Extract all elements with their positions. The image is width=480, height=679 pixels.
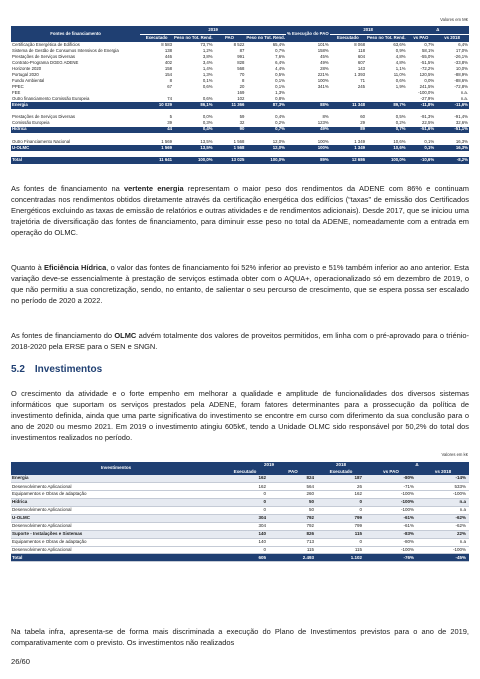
table-row — [11, 522, 469, 530]
table-cell: n.a — [417, 507, 469, 515]
col-header-peso: Peso no Tot. Rend. — [174, 35, 213, 41]
row-label: FEE — [12, 90, 21, 96]
table-cell: 1,9% — [395, 84, 406, 90]
table-cell: 0,1% — [202, 78, 213, 84]
table-cell: 11 641 — [140, 157, 173, 164]
subtotal-row — [11, 530, 469, 538]
table-cell: 115 — [269, 546, 317, 554]
table-cell: 13,5% — [200, 138, 213, 144]
table-cell: 0,0% — [424, 78, 435, 84]
row-label: Comissão Europeia — [12, 120, 50, 126]
row-label: Desenvolvimento Aplicacional — [11, 483, 221, 491]
row-label: Outro Financiamento Nacional — [12, 138, 71, 144]
table-cell: 8 583 — [161, 41, 173, 47]
table-cell: n.a. — [460, 90, 468, 96]
col-header-vs-pao: vs PAO — [365, 469, 417, 476]
table-cell: 0,7% — [245, 127, 286, 133]
table-row — [11, 546, 469, 554]
row-label: Certificação Energética de Edifícios — [12, 41, 80, 47]
table-cell: 16,3% — [435, 145, 469, 151]
table-cell: 162 — [317, 491, 365, 499]
table-cell: 1,1% — [395, 66, 406, 72]
table-cell: 991 — [237, 53, 245, 59]
row-label: Equipamentos e Obras de adaptação — [11, 538, 221, 546]
table-cell: 39 — [167, 120, 173, 126]
table-cell: 0,0% — [202, 114, 213, 120]
table-cell: 1,3% — [275, 90, 285, 96]
table-cell: 826 — [269, 530, 317, 538]
subtotal-row — [11, 475, 469, 483]
table-cell: -51,6% — [407, 127, 436, 133]
table-cell: 162 — [221, 483, 269, 491]
table-cell: 0 — [221, 499, 269, 507]
col-header-pao: PAO — [269, 469, 317, 476]
table-cell: 58,1% — [421, 47, 435, 53]
table-cell: -100% — [365, 491, 417, 499]
table-cell: 17,0% — [455, 47, 468, 53]
row-label: Outro financiamento Comissão Europeia — [12, 96, 90, 102]
table-cell: 0,8% — [275, 96, 285, 102]
table-cell: 120,5% — [419, 72, 435, 78]
table-cell: 221% — [317, 72, 329, 78]
table-cell: 162 — [221, 475, 269, 483]
table-cell: 100,0% — [173, 157, 214, 164]
table-cell: 140 — [221, 538, 269, 546]
table-cell: 0,2% — [275, 120, 285, 126]
table-cell: -100% — [365, 546, 417, 554]
row-label: U-OLMC — [11, 145, 140, 151]
table-cell: 7,6% — [275, 53, 285, 59]
table-cell: 123% — [317, 120, 329, 126]
table-cell: -61% — [365, 522, 417, 530]
table-row — [11, 507, 469, 515]
table-cell: 86,1% — [173, 102, 214, 108]
table-cell: 10,6% — [393, 138, 406, 144]
table-cell: 16,3% — [455, 138, 468, 144]
col-header-pao: PAO — [214, 34, 246, 42]
row-label: Energia — [11, 102, 140, 108]
table-cell: 28% — [320, 66, 329, 72]
row-label: Contrato-Programa DGEG ADENE — [12, 60, 79, 66]
table-cell: 143 — [357, 66, 365, 72]
table-cell: 792 — [269, 514, 317, 522]
table-cell: 1 349 — [330, 145, 366, 151]
table-cell: 6,4% — [275, 60, 285, 66]
table-cell: 89,7% — [366, 102, 407, 108]
table-cell: 0,7% — [366, 127, 407, 133]
col-header-delta: Δ — [407, 26, 469, 34]
table-cell: 0,1% — [407, 145, 436, 151]
table-cell: 828 — [237, 60, 245, 66]
table-cell: 533% — [417, 483, 469, 491]
table-cell: 154 — [164, 72, 173, 78]
table-cell: 32,6% — [455, 120, 468, 126]
table-row — [11, 538, 469, 546]
table-cell: 1 393 — [354, 72, 365, 78]
table-cell: 8% — [322, 114, 329, 120]
col-header-executado: Executado — [221, 469, 269, 476]
table-cell: -26,1% — [454, 53, 468, 59]
table-cell: 1,3% — [202, 72, 213, 78]
table-cell: 49% — [320, 60, 329, 66]
table-cell: 89 — [330, 127, 366, 133]
table-cell: 713 — [269, 538, 317, 546]
table-cell: 89% — [286, 157, 330, 164]
table-cell: 140 — [221, 530, 269, 538]
table-cell: -27,9% — [420, 96, 435, 102]
total-row — [11, 157, 469, 164]
table-cell: -11,8% — [407, 102, 436, 108]
table-cell: 11 366 — [214, 102, 246, 108]
table-cell: 1 568 — [233, 138, 245, 144]
col-header-vs-2018: vs 2018 — [417, 469, 469, 476]
table-cell: 158 — [164, 66, 173, 72]
table-cell: 87,3% — [245, 102, 286, 108]
row-label: Hídrica — [11, 499, 221, 507]
table-cell: 568 — [237, 66, 245, 72]
col-header-vs-pao: vs PAO — [407, 34, 436, 42]
table-cell: 49% — [286, 127, 330, 133]
table-cell: -88,6% — [454, 78, 468, 84]
table-cell: -10,6% — [407, 157, 436, 164]
table-cell: 8 522 — [233, 41, 245, 47]
table-cell: 241,5% — [419, 84, 435, 90]
page-number: 26/60 — [11, 657, 31, 666]
table-cell: -14% — [417, 475, 469, 483]
table-cell: 0,6% — [202, 96, 213, 102]
table-cell: 65,4% — [272, 41, 285, 47]
table-cell: 446 — [164, 53, 173, 59]
table-cell: 12,0% — [245, 145, 286, 151]
table-cell: 4,4% — [275, 66, 285, 72]
table-cell: 102 — [237, 96, 245, 102]
total-row — [11, 554, 469, 562]
table-cell: 1 349 — [354, 138, 365, 144]
table-cell: -80% — [365, 538, 417, 546]
table-cell: 100,0% — [245, 157, 286, 164]
table-cell: -55,0% — [420, 53, 435, 59]
table-cell: 101% — [317, 41, 329, 47]
table-cell: 60 — [360, 114, 365, 120]
table-cell: 0,3% — [202, 120, 213, 126]
table-cell: 607 — [357, 60, 365, 66]
table-cell: 187 — [317, 475, 365, 483]
table-cell: 73,7% — [200, 41, 213, 47]
table-cell: 87 — [239, 47, 245, 53]
table-cell: 0,4% — [275, 114, 285, 120]
col-header-vs-2018: vs 2018 — [435, 34, 469, 42]
row-label: Portugal 2020 — [12, 72, 39, 78]
table-cell: 792 — [269, 522, 317, 530]
table-cell: -100% — [417, 491, 469, 499]
col-header-peso: Peso no Tot. Rend. — [366, 35, 406, 41]
table-cell: 0,4% — [173, 127, 214, 133]
table-cell: 6,4% — [458, 41, 468, 47]
table-cell: -45% — [417, 554, 469, 562]
table-cell: 0,6% — [395, 78, 406, 84]
table-cell: -62% — [417, 522, 469, 530]
row-label: Sistema de Gestão de Consumos Intensivos de Energia — [12, 47, 119, 53]
table-cell: 0,2% — [395, 120, 406, 126]
table-cell: -71% — [365, 483, 417, 491]
col-header-executado: Executado — [330, 34, 366, 42]
table-cell: 11 348 — [330, 102, 366, 108]
table-cell: 0,5% — [395, 114, 406, 120]
table-cell: 0,7% — [275, 47, 285, 53]
table-cell: 0 — [221, 491, 269, 499]
table-cell: 1.102 — [317, 554, 365, 562]
table-cell: 0 — [221, 546, 269, 554]
table-row — [11, 483, 469, 491]
table-cell: 115 — [317, 546, 365, 554]
paragraph-energy: As fontes de financiamento na vertente energia representam o maior peso dos rendimentos da ADENE com 86% e continuam concentradas nos rendimentos obtidos diretamente através da certificação energética dos edifícios (“taxas” de emissão dos Certificados Energéticos excluindo as taxas de emissão de relatórios e outras atividades e de rendimentos adicionais). Desde 2017, que se iniciou uma trajetória de diversificação das fontes de financiamento, para diminuir esse peso no total da ADENE, nomeadamente com a entrada em operação do OLMC. — [11, 184, 469, 238]
table-cell: 10,6% — [366, 145, 407, 151]
funding-sources-table — [11, 26, 469, 164]
table-cell: 304 — [221, 522, 269, 530]
table-cell: 67 — [167, 84, 173, 90]
table-cell: 1 568 — [214, 145, 246, 151]
row-label: Energia — [11, 475, 221, 483]
row-label: Total — [11, 554, 221, 562]
col-header-peso: Peso no Tot. Rend. — [246, 35, 285, 41]
col-header-executado: Executado — [317, 469, 365, 476]
table-cell: 88% — [286, 102, 330, 108]
col-header-funding-source: Fontes de financiamento — [11, 26, 140, 42]
table-cell: 3,4% — [202, 60, 213, 66]
table-cell: -33,8% — [454, 60, 468, 66]
subtotal-row — [11, 499, 469, 507]
col-header-executado: Executado — [140, 34, 173, 42]
table-cell: 12 686 — [330, 157, 366, 164]
col-header-2019: 2019 — [221, 462, 317, 469]
table-cell: 8 — [169, 78, 173, 84]
table-cell: 26 — [317, 483, 365, 491]
table-cell: -8,2% — [435, 157, 469, 164]
paragraph-water: Quanto à Eficiência Hídrica, o valor das fontes de financiamento foi 52% inferior ao previsto e 51% também inferior ao ano anterior. Esta variação deve-se essencialmente à prestação de serviços estimada obter com o AQUA+, operacionalizado só em dezembro de 2019, o que não permitiu a sua concretização, sendo, no entanto, de salientar o seu percurso de crescimento, que se espera possa ser escalado no período de 2020 a 2022. — [11, 263, 470, 306]
table-cell: 138 — [164, 47, 173, 53]
row-label: PPEC — [12, 84, 24, 90]
table-cell: 169 — [237, 90, 245, 96]
table-cell: 32 — [239, 120, 245, 126]
table-cell: 1,2% — [202, 47, 213, 53]
col-header-exec-pct: % Execução do PAO — [286, 26, 330, 42]
table-cell: 10,0% — [455, 66, 468, 72]
table-cell: 12,0% — [272, 138, 285, 144]
table-cell: 8 068 — [354, 41, 365, 47]
table-cell: 22,5% — [421, 120, 435, 126]
table-cell: 74 — [167, 96, 173, 102]
col-header-2019: 2019 — [140, 26, 286, 34]
paragraph-investment-plan: Na tabela infra, apresenta-se de forma mais discriminada a execução do Plano de Investimentos previstos para o ano de 2019, comparativamente com o previsto. Os investimentos não realizados — [11, 627, 469, 648]
table-cell: 13,5% — [173, 145, 214, 151]
table-cell: -11,6% — [435, 102, 469, 108]
table-cell: 0,1% — [275, 84, 285, 90]
row-label: Desenvolvimento Aplicacional — [11, 522, 221, 530]
table-cell: 402 — [164, 60, 173, 66]
col-header-delta: Δ — [365, 462, 469, 469]
table-cell: 50 — [269, 499, 317, 507]
table1-units: Valores em M€ — [440, 17, 468, 22]
table-cell: 0 — [317, 538, 365, 546]
subtotal-row — [11, 514, 469, 522]
table-cell: 59 — [239, 114, 245, 120]
table-cell: 799 — [317, 514, 365, 522]
table-cell: 0,9% — [395, 47, 406, 53]
table-cell: -72,2% — [420, 66, 435, 72]
table-cell: 71 — [360, 78, 365, 84]
table-cell: 341% — [317, 84, 329, 90]
row-label: Hídrica — [11, 127, 140, 133]
table-cell: -51,5% — [420, 60, 435, 66]
table-cell: 0 — [221, 507, 269, 515]
table-cell: n.a — [417, 538, 469, 546]
table-cell: 5 — [169, 114, 173, 120]
table-cell: 63,6% — [393, 41, 406, 47]
table-cell: -61% — [365, 514, 417, 522]
row-label: Equipamentos e Obras de adaptação — [11, 491, 221, 499]
table-cell: -62% — [417, 514, 469, 522]
table-cell: 824 — [269, 475, 317, 483]
row-label: Desenvolvimento Aplicacional — [11, 507, 221, 515]
section-heading: 5.2 Investimentos — [11, 364, 103, 375]
row-label: Prestações de Serviços Diversas — [12, 53, 76, 59]
row-label: U-OLMC — [11, 514, 221, 522]
table-cell: 0,6% — [202, 84, 213, 90]
table-cell: 50 — [269, 507, 317, 515]
table-cell: 22% — [417, 530, 469, 538]
table-cell: 1 569 — [140, 145, 173, 151]
col-header-investments: Investimentos — [11, 462, 221, 475]
col-header-2018: 2018 — [317, 462, 365, 469]
table-cell: 100% — [286, 145, 330, 151]
table-cell: 158% — [317, 47, 329, 53]
paragraph-investments: O crescimento da atividade e o forte empenho em melhorar a qualidade e amplitude de funcionalidades dos diversos sistemas informáticos que suportam os serviços prestados pela ADENE, foram fatores determinantes para a prossecução da política de investimento definida, ainda que uma parte significativa do investimento se encontre em curso com diferimento da sua conclusão para o ano de 2020 ou mesmo 2021. Em 2019 o investimento atingiu 605k€, tendo a Unidade OLMC sido responsável por 50,2% do total dos investimentos realizados no período. — [11, 389, 469, 443]
table-cell: 11,0% — [393, 72, 406, 78]
table-cell: 90 — [214, 127, 246, 133]
col-header-2018: 2018 — [330, 26, 407, 34]
table-cell: 245 — [357, 84, 365, 90]
table-cell: 1 569 — [161, 138, 173, 144]
table-cell: 29 — [360, 120, 365, 126]
table-cell: 8 — [241, 78, 245, 84]
table-cell: n.a — [417, 499, 469, 507]
table-cell: -100% — [365, 499, 417, 507]
table-cell: 115 — [317, 530, 365, 538]
table2-units: Valores em k€ — [441, 452, 468, 457]
table-cell: 0,1% — [275, 78, 285, 84]
table-cell: -80% — [365, 475, 417, 483]
table-cell: 4,8% — [395, 53, 406, 59]
table-cell: 100% — [317, 138, 329, 144]
table-cell: n.a. — [460, 96, 468, 102]
table-cell: 100,0% — [366, 157, 407, 164]
table-cell: 604 — [357, 53, 365, 59]
table-cell: 0 — [317, 507, 365, 515]
table-cell: -51,1% — [435, 127, 469, 133]
table-cell: -91,4% — [454, 114, 468, 120]
table-cell: 10 029 — [140, 102, 173, 108]
table-cell: 70 — [239, 72, 245, 78]
row-label: Total — [11, 157, 140, 164]
table-cell: 2.493 — [269, 554, 317, 562]
row-label: Prestações de Serviços Diversas — [12, 114, 76, 120]
table-cell: -91,3% — [420, 114, 435, 120]
table-cell: 44 — [140, 127, 173, 133]
table-cell: 564 — [269, 483, 317, 491]
table-cell: 45% — [320, 53, 329, 59]
row-label: Fundo Ambiental — [12, 78, 45, 84]
table-cell: -76% — [365, 554, 417, 562]
table-cell: 1,4% — [202, 66, 213, 72]
table-cell: -100,0% — [418, 90, 435, 96]
table-cell: 0,7% — [424, 41, 435, 47]
table-cell: 3,8% — [202, 53, 213, 59]
table-cell: -72,8% — [454, 84, 468, 90]
table-row — [11, 491, 469, 499]
table-cell: -100% — [417, 546, 469, 554]
table-cell: -83% — [365, 530, 417, 538]
table-cell: 304 — [221, 514, 269, 522]
table-cell: 20 — [239, 84, 245, 90]
table-cell: 0,5% — [275, 72, 285, 78]
paragraph-olmc: As fontes de financiamento do OLMC advém totalmente dos valores de proveitos permitidos, em linha com o pré-aprovado para o triénio-2018-2020 pela ERSE para o SEN e SNGN. — [11, 331, 470, 352]
row-label: Horizonte 2020 — [12, 66, 42, 72]
table-cell: 118 — [358, 47, 365, 53]
table-cell: 100% — [317, 78, 329, 84]
table-cell: -88,9% — [454, 72, 468, 78]
investments-table — [11, 462, 469, 562]
table-cell: 13 025 — [214, 157, 246, 164]
table-cell: 260 — [269, 491, 317, 499]
table-cell: 799 — [317, 522, 365, 530]
table-cell: 605 — [221, 554, 269, 562]
row-label: Suporte - Instalações e Sistemas — [11, 530, 221, 538]
table-cell: 0 — [317, 499, 365, 507]
table-cell: 0,1% — [424, 138, 435, 144]
table-cell: -100% — [365, 507, 417, 515]
table-cell: 4,8% — [395, 60, 406, 66]
row-label: Desenvolvimento Aplicacional — [11, 546, 221, 554]
